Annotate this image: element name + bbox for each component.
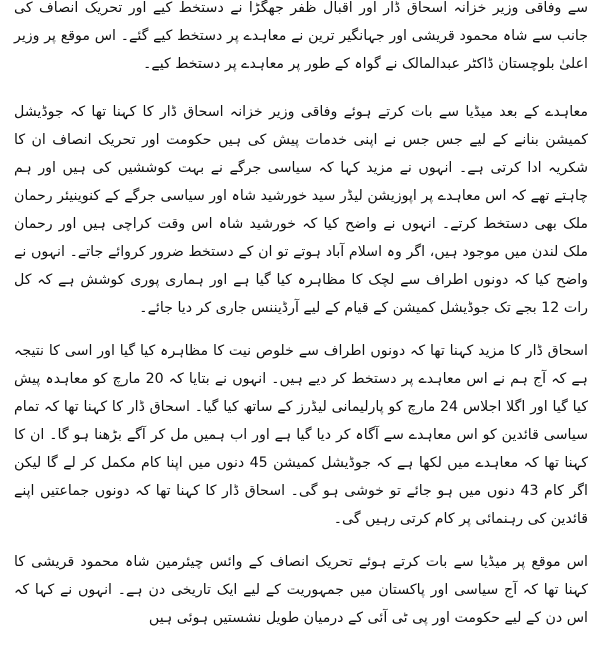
paragraph-dar-details: اسحاق ڈار کا مزید کہنا تھا کہ دونوں اطراف سے خلوص نیت کا مظاہرہ کیا گیا اور اسی کا نتیجہ ہے کہ آج ہم نے اس معاہدے پر دستخط کر دیے ہیں۔ انہوں نے بتایا کہ 20 مارچ کو معاہدہ پیش کیا گیا اور اگلا اجلاس 24 مارچ کو پارلیمانی لیڈرز کے ساتھ کیا گیا۔ اسحاق ڈار کا کہنا تھا کہ تمام سیاسی قائدین کو اس معاہدے سے آگاہ کر دیا گیا ہے اور اب ہمیں مل کر آگے بڑھنا ہو گا۔ ان کا کہنا تھا کہ معاہدے میں لکھا ہے کہ جوڈیشل کمیشن 45 دنوں میں اپنا کام مکمل کر لے گا لیکن اگر کام 43 دنوں میں ہو جائے تو خوشی ہو گی۔ اسحاق ڈار کا کہنا تھا کہ دونوں جماعتیں اپنے قائدین کی رہنمائی پر کام کرتی رہیں گی۔ [14, 343, 588, 527]
paragraph-dar-statement: معاہدے کے بعد میڈیا سے بات کرتے ہوئے وفاقی وزیر خزانہ اسحاق ڈار کا کہنا تھا کہ جوڈیشل کمیشن بنانے کے لیے جس جس نے اپنی خدمات پیش کی ہیں حکومت اور تحریک انصاف ان کا شکریہ ادا کرتی ہے۔ انہوں نے مزید کہا کہ سیاسی جرگے نے بہت کوششیں کی ہیں اور ہم چاہتے تھے کہ اس معاہدے پر اپوزیشن لیڈر سید خورشید شاہ اور سیاسی جرگے کے کنوینیئر رحمان ملک بھی دستخط کرتے۔ انہوں نے واضح کیا کہ خورشید شاہ اس وقت کراچی ہیں اور رحمان ملک لندن میں موجود ہیں، اگر وہ اسلام آباد ہوتے تو ان کے دستخط ضرور کروائے جاتے۔ انہوں نے واضح کیا کہ دونوں اطراف سے لچک کا مظاہرہ کیا گیا ہے اور ہماری پوری کوشش ہے کہ کل رات 12 بجے تک جوڈیشل کمیشن کے قیام کے لیے آرڈیننس جاری کر دیا جائے۔ [14, 104, 588, 316]
paragraph-signing: سے وفاقی وزیر خزانہ اسحاق ڈار اور اقبال ظفر جھگڑا نے دستخط کیے اور تحریک انصاف کی جانب سے شاہ محمود قریشی اور جہانگیر ترین نے معاہدے پر دستخط کیے گئے۔ اس موقع پر وزیر اعلیٰ بلوچستان ڈاکٹر عبدالمالک نے گواہ کے طور پر معاہدے پر دستخط کیے۔ [14, 0, 588, 72]
news-article-body [14, 0, 588, 647]
paragraph-qureshi-statement: اس موقع پر میڈیا سے بات کرتے ہوئے تحریک انصاف کے وائس چیئرمین شاہ محمود قریشی کا کہنا تھا کہ آج سیاسی اور پاکستان میں جمہوریت کے لیے ایک تاریخی دن ہے۔ انہوں نے کہا کہ اس دن کے لیے حکومت اور پی ٹی آئی کے درمیان طویل نشستیں ہوئی ہیں [14, 554, 588, 626]
